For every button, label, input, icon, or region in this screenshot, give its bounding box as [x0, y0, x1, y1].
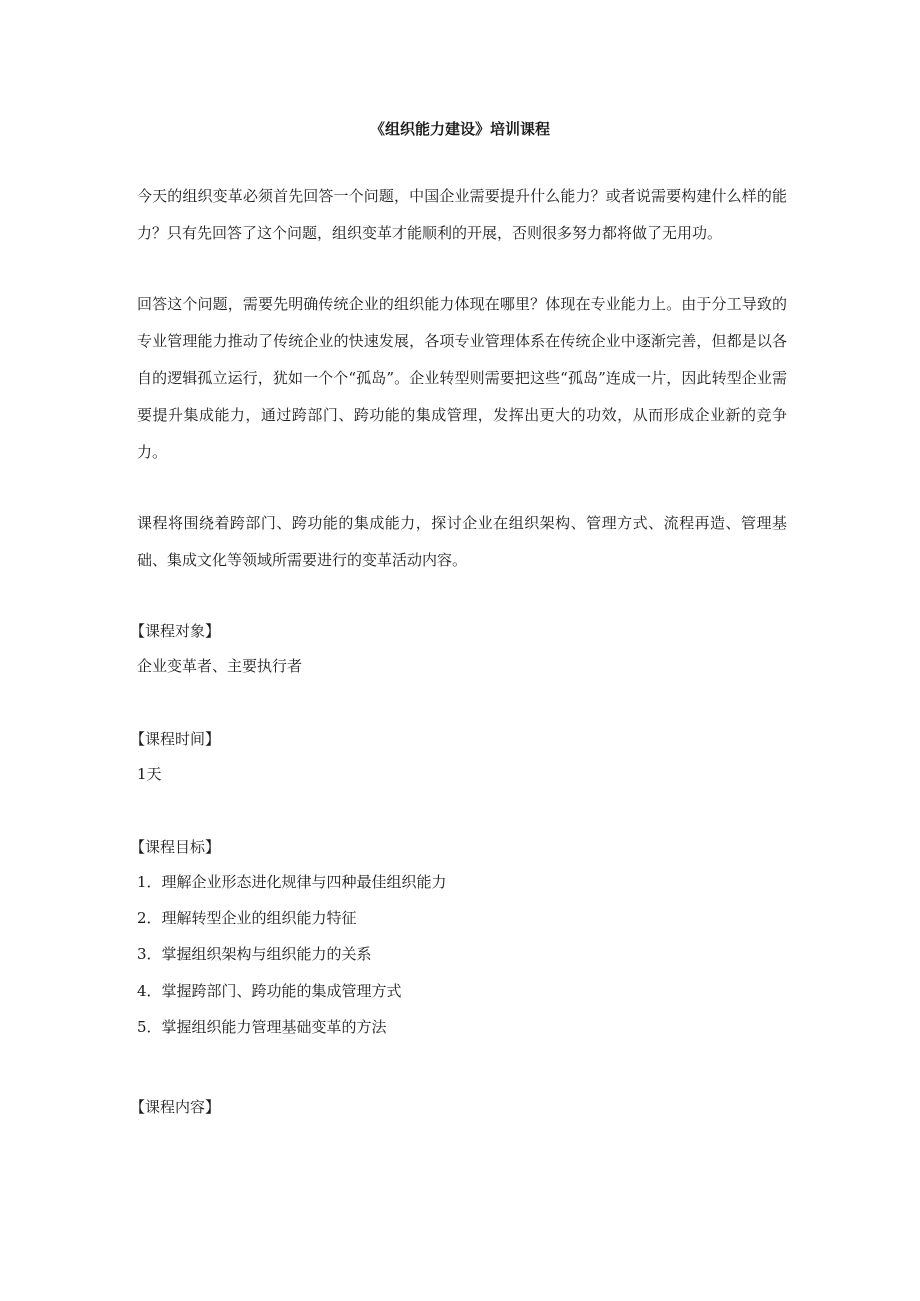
- document-title: 《组织能力建设》培训课程: [369, 120, 550, 138]
- section-heading-content: 【课程内容】: [130, 1098, 221, 1116]
- section-text-duration: 1天: [137, 765, 162, 783]
- section-heading-audience: 【课程对象】: [130, 622, 221, 640]
- goal-item-1: 1．理解企业形态进化规律与四种最佳组织能力: [137, 873, 447, 891]
- section-heading-duration: 【课程时间】: [130, 730, 221, 748]
- intro-paragraph-2: 回答这个问题，需要先明确传统企业的组织能力体现在哪里？体现在专业能力上。由于分工导致的专业管理能力推动了传统企业的快速发展，各项专业管理体系在传统企业中逐渐完善，但都是以各自的逻辑孤立运行，犹如一个个“孤岛”。企业转型则需要把这些“孤岛”连成一片，因此转型企业需要提升集成能力，通过跨部门、跨功能的集成管理，发挥出更大的功效，从而形成企业新的竞争力。: [137, 295, 787, 461]
- goal-item-2: 2．理解转型企业的组织能力特征: [137, 909, 357, 927]
- intro-paragraph-1: 今天的组织变革必须首先回答一个问题，中国企业需要提升什么能力？或者说需要构建什么样的能力？只有先回答了这个问题，组织变革才能顺利的开展，否则很多努力都将做了无用功。: [137, 187, 787, 242]
- section-heading-goals: 【课程目标】: [130, 838, 221, 856]
- section-text-audience: 企业变革者、主要执行者: [137, 657, 303, 675]
- intro-paragraph-3: 课程将围绕着跨部门、跨功能的集成能力，探讨企业在组织架构、管理方式、流程再造、管理基础、集成文化等领域所需要进行的变革活动内容。: [137, 514, 787, 569]
- goal-item-3: 3．掌握组织架构与组织能力的关系: [137, 945, 372, 963]
- goal-item-5: 5．掌握组织能力管理基础变革的方法: [137, 1018, 387, 1036]
- goal-item-4: 4．掌握跨部门、跨功能的集成管理方式: [137, 982, 402, 1000]
